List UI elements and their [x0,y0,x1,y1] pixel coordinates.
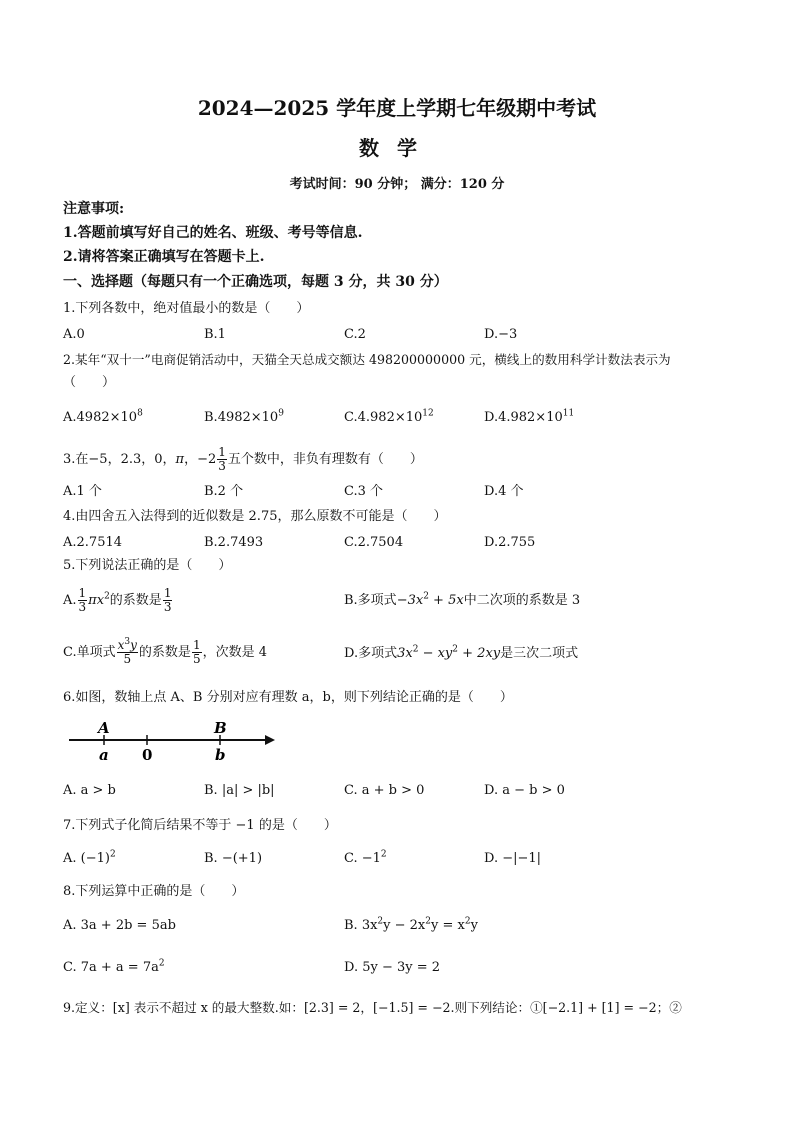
option-a: A. $(-1)^2$ [63,849,116,866]
option-b: B. |a| > |b| [204,783,275,798]
question-stem: 7.下列式子化简后结果不等于 −1 的是（ ） [63,818,337,833]
question-stem: 9.定义：[x] 表示不超过 x 的最大整数.如：[2.3] = 2，[−1.5] = −2.则下列结论：①[−2.1] + [1] = −2；② [63,1000,682,1015]
note-item: 2.请将答案正确填写在答题卡上. [63,249,265,265]
option-d: D. −|−1| [484,851,542,866]
number-line-figure [63,718,283,768]
option-d: D.多项式$3x^2 - xy^2 + 2xy$是三次二项式 [344,644,579,661]
option-d: $D.4.982\times 10^{11}$ [484,408,575,425]
notes-heading: 注意事项: [63,201,125,217]
option-a: A.0 [63,327,85,342]
option-d: D.−3 [484,327,518,342]
option-a: A.1 个 [63,484,102,499]
option-b: B. −(+1) [204,851,263,866]
option-c: $C.4.982\times 10^{12}$ [344,408,434,425]
fraction: $\frac{1}{3}$ [218,445,226,473]
option-d: D. a − b > 0 [484,783,565,798]
option-a: A. a > b [63,783,116,798]
zero-label: 0 [142,746,153,764]
option-c: C. $7a + a = 7a^2$ [63,958,165,975]
option-c: C.单项式 $\frac{x^3y}{5}$ 的系数是 $\frac{1}{5}$ ，次数是 4 [63,637,267,666]
note-item: 1.答题前填写好自己的姓名、班级、考号等信息. [63,225,363,241]
option-b: B.1 [204,327,226,342]
option-b: B.2 个 [204,484,244,499]
question-stem: 6.如图，数轴上点 A、B 分别对应有理数 a，b，则下列结论正确的是（ ） [63,690,513,705]
option-b: B.多项式$-3x^2 + 5x$中二次项的系数是 3 [344,591,581,608]
point-a-label: A [98,719,110,737]
subject-title: 数学 [359,136,435,160]
question-stem: 3.在−5，2.3，0，π，−2 $\frac{1}{3}$ 五个数中，非负有理数有（ ） [63,445,423,473]
option-c: C. $-1^2$ [344,849,387,866]
question-stem: 2.某年“双十一”电商促销活动中，天猫全天总成交额达 498200000000 元，横线上的数用科学计数法表示为 [63,352,671,367]
option-d: D. 5y − 3y = 2 [344,960,441,975]
option-a: A. 3a + 2b = 5ab [63,918,176,933]
question-stem: 5.下列说法正确的是（ ） [63,558,232,573]
option-a: A. $\frac{1}{3}$ $\pi x^2$的系数是 $\frac{1}{3}$ [63,586,172,614]
exam-title: 2024—2025 学年度上学期七年级期中考试 [197,96,597,120]
option-b: $B.4982\times 10^9$ [204,408,284,425]
section-title: 一、选择题（每题只有一个正确选项，每题 3 分，共 30 分） [63,274,448,290]
option-c: C.2.7504 [344,535,404,550]
option-a: $A.4982\times 10^8$ [63,408,143,425]
option-b: B. $3x^2y - 2x^2y = x^2y$ [344,916,478,933]
value-b-label: b [215,746,226,764]
arrow-icon [265,735,275,745]
value-a-label: a [99,746,109,764]
option-c: C.3 个 [344,484,384,499]
question-stem-cont: （ ） [63,375,116,390]
option-b: B.2.7493 [204,535,264,550]
question-stem: 1.下列各数中，绝对值最小的数是（ ） [63,301,310,316]
option-c: C. a + b > 0 [344,783,425,798]
option-a: A.2.7514 [63,535,123,550]
question-stem: 4.由四舍五入法得到的近似数是 2.75，那么原数不可能是（ ） [63,509,447,524]
option-d: D.2.755 [484,535,536,550]
exam-info: 考试时间：90 分钟； 满分：120 分 [289,177,505,192]
point-b-label: B [214,719,227,737]
option-c: C.2 [344,327,366,342]
question-stem: 8.下列运算中正确的是（ ） [63,884,245,899]
option-d: D.4 个 [484,484,524,499]
